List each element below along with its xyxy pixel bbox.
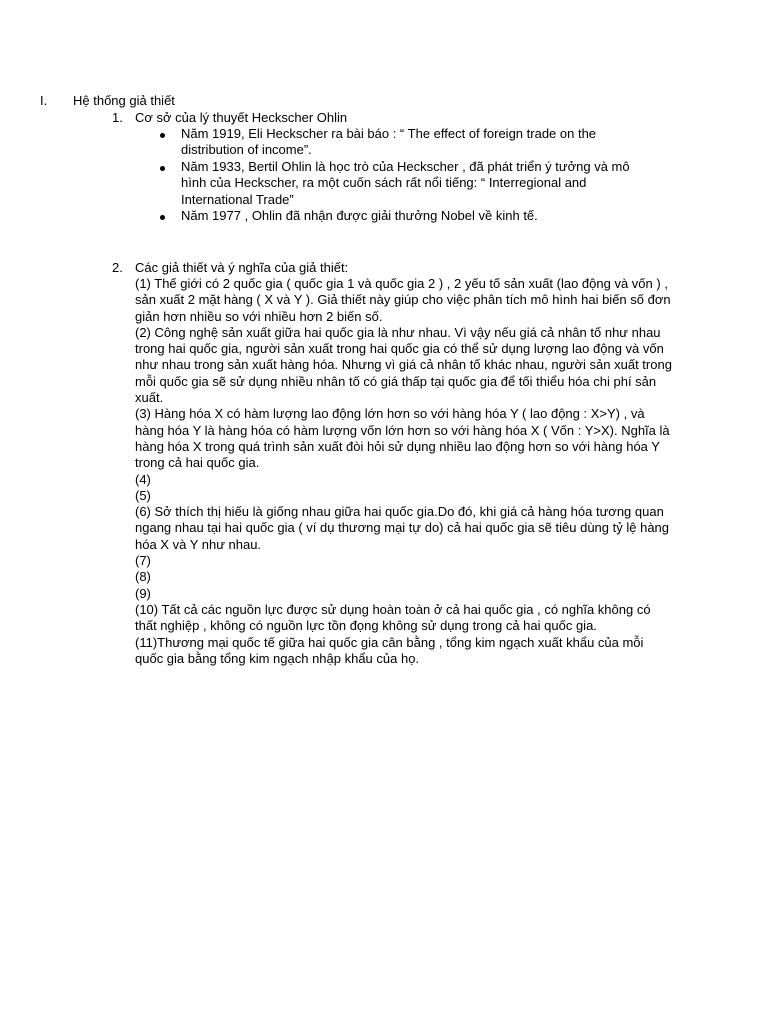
item1-title: Cơ sở của lý thuyết Heckscher Ohlin — [135, 110, 348, 125]
assumption-paragraph: (10) Tất cả các nguồn lực được sử dụng hoàn toàn ở cả hai quốc gia , có nghĩa không có thất nghiệp , không có nguồn lực tồn đọng không sử dụng trong cả hai quốc gia. — [135, 601, 651, 634]
item2-number: 2. — [112, 260, 123, 275]
item1-number: 1. — [112, 110, 123, 125]
assumption-paragraph: (9) — [135, 585, 151, 601]
bullet-item: Năm 1919, Eli Heckscher ra bài báo : “ The effect of foreign trade on the distribution of income”. — [181, 126, 597, 158]
bullet-item: Năm 1933, Bertil Ohlin là học trò của Heckscher , đã phát triển ý tưởng và mô hình của Heckscher, ra một cuốn sách rất nổi tiếng: “ Interregional and International Trade” — [181, 159, 630, 207]
section-title: Hệ thống giả thiết — [73, 93, 175, 108]
item2-title: Các giả thiết và ý nghĩa của giả thiết: — [135, 260, 349, 275]
bullet-icon — [160, 133, 165, 138]
assumption-paragraph: (7) — [135, 553, 151, 569]
assumption-paragraph: (6) Sở thích thị hiếu là giống nhau giữa hai quốc gia.Do đó, khi giá cả hàng hóa tương quan ngang nhau tại hai quốc gia ( ví dụ thương mại tự do) cả hai quốc gia sẽ tiêu dùng tỷ lệ hàng hóa X và Y như nhau. — [135, 504, 670, 552]
section-number: I. — [40, 93, 48, 108]
bullet-icon — [160, 215, 165, 220]
assumption-paragraph: (11)Thương mại quốc tế giữa hai quốc gia cân bằng , tổng kim ngạch xuất khẩu của mỗi quốc gia bằng tổng kim ngạch nhập khẩu của họ. — [135, 634, 644, 666]
assumptions-list — [135, 276, 675, 667]
assumption-paragraph: (4) — [135, 471, 151, 487]
assumption-paragraph: (5) — [135, 487, 151, 503]
bullet-item: Năm 1977 , Ohlin đã nhận được giải thưởng Nobel về kinh tế. — [181, 208, 538, 223]
assumption-paragraph: (2) Công nghệ sản xuất giữa hai quốc gia là như nhau. Vì vậy nếu giá cả nhân tố như nhau trong hai quốc gia, người sản xuất trong hai quốc gia có thể sử dụng lượng lao động và vốn như nhau trong sản xuất hàng hóa. Nhưng vì giá cả nhân tố khác nhau, người sản xuất trong mỗi quốc gia sẽ sử dụng nhiều nhân tố có giá thấp tại quốc gia để tối thiểu hóa chi phí sản xuất. — [135, 324, 672, 406]
bullet-icon — [160, 166, 165, 171]
assumption-paragraph: (3) Hàng hóa X có hàm lượng lao động lớn hơn so với hàng hóa Y ( lao động : X>Y) , và hàng hóa Y là hàng hóa có hàm lượng vốn lớn hơn so với hàng hóa X ( Vốn : Y>X). Nghĩa là hàng hóa X trong quá trình sản xuất đòi hỏi sử dụng nhiều lao động hơn so với hàng hóa Y trong cả hai quốc gia. — [135, 406, 670, 471]
assumption-paragraph: (1) Thế giới có 2 quốc gia ( quốc gia 1 và quốc gia 2 ) , 2 yếu tố sản xuất (lao động và vốn ) , sản xuất 2 mặt hàng ( X và Y ). Giả thiết này giúp cho việc phân tích mô hình hai biến số đơn giản hơn nhiều so với nhiều hơn 2 biến số. — [135, 276, 671, 324]
assumption-paragraph: (8) — [135, 569, 151, 585]
